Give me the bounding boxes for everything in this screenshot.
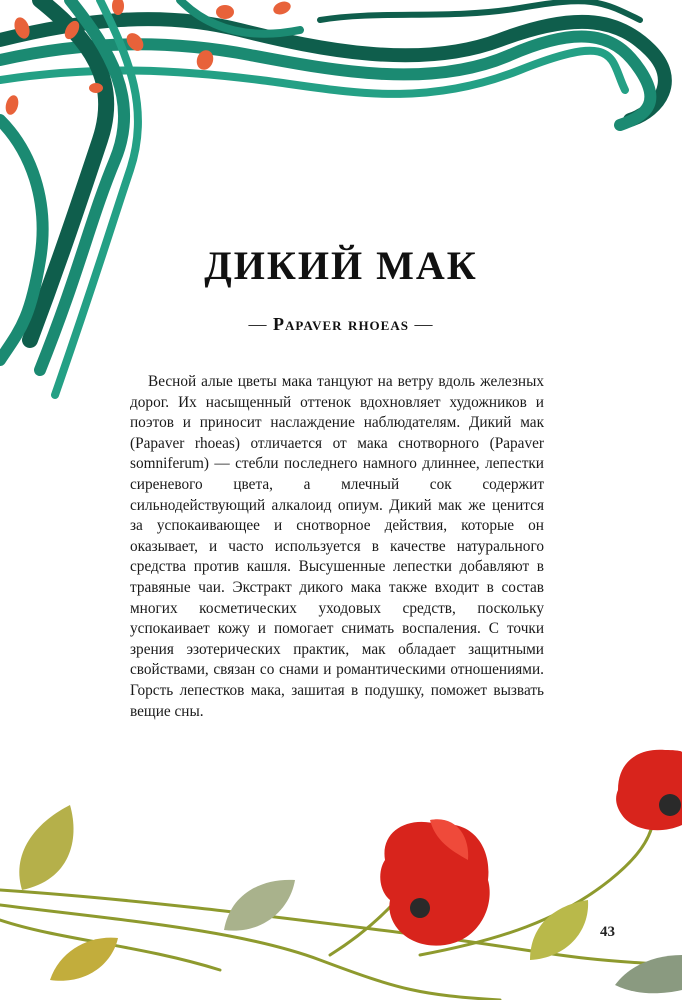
body-paragraph: Весной алые цветы мака танцуют на ветру вдоль железных дорог. Их насыщенный оттенок вдохновляет художников и поэтов и приносит наслаждение наблюдателям. Дикий мак (Papaver rhoeas) отличается от мака снотворного (Papaver somniferum) — стебли последнего намного длиннее, лепестки сиреневого цвета, а млечный сок содержит сильнодействующий алкалоид опиум. Дикий мак же ценится за успокаивающее и снотворное действия, которые он оказывает, и часто используется в качестве натурального средства против кашля. Высушенные лепестки добавляют в травяные чаи. Экстракт дикого мака также входит в состав многих косметических уходовых средств, поскольку успокаивает кожу и помогает снимать воспаления. С точки зрения эзотерических практик, мак обладает защитными свойствами, связан со снами и романтическими отношениями. Горсть лепестков мака, зашитая в подушку, поможет вызвать вещие сны. (130, 373, 544, 720)
dash-left: — (248, 314, 268, 334)
dash-right: — (414, 314, 434, 334)
page-number: 43 (600, 924, 615, 940)
page-title: ДИКИЙ МАК (204, 243, 478, 288)
latin-name: Papaver rhoeas (273, 314, 409, 334)
